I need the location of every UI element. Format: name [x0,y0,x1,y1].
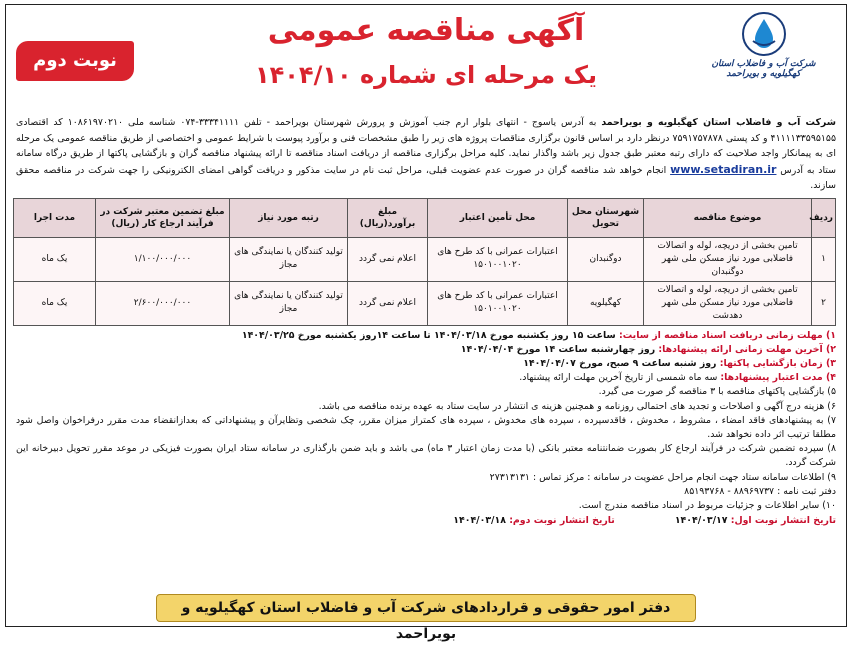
list-item: ۸) سپرده تضمین شرکت در فرآیند ارجاع کار بصورت ضمانتنامه معتبر بانکی (با مدت زمان اعتبار ۳ ماه) می باشد و باید ضمن بارگذاری در سامانه ستاد ایران بصورت فیزیکی در موعد مقرر تحویل دبیرخانه این شرکت گردد. [16,443,836,469]
intro-text-2: انجام خواهد شد مناقصه گران در صورت عدم عضویت قبلی، مراحل ثبت نام در سایت مذکور و دریافت گواهی امضای الکترونیکی را جهت شرکت در مناقصه محقق سازند. [16,164,836,191]
cell-row: ۲ [812,281,836,325]
tender-table [13,198,836,326]
list-item: ۴) مدت اعتبار پیشنهادها: سه ماه شمسی از تاریخ آخرین مهلت ارائه پیشنهاد. [519,372,836,384]
setad-link[interactable]: www.setadiran.ir [670,162,777,176]
publish-dates [16,513,836,528]
intro-paragraph [16,115,836,194]
cell-grade: تولید کنندگان یا نمایندگی های مجاز [230,281,348,325]
cell-fund: اعتبارات عمرانی با کد طرح های ۱۵۰۱۰۰۱۰۲۰ [428,237,568,281]
col-guarantee: مبلغ تضمین معتبر شرکت در فرآیند ارجاع کار (ریال) [96,198,230,237]
col-grade: رتبه مورد نیاز [230,198,348,237]
table-row [14,237,836,281]
list-item: ۳) زمان بازگشایی پاکتها: روز شنبه ساعت ۹ صبح، مورخ ۱۴۰۴/۰۴/۰۷ [523,357,836,369]
cell-estimate: اعلام نمی گردد [348,237,428,281]
page-title: آگهی مناقصه عمومی [267,13,585,48]
col-fund: محل تأمین اعتبار [428,198,568,237]
list-item: ۷) به پیشنهادهای فاقد امضاء ، مشروط ، مخدوش ، فاقدسپرده ، سپرده های مخدوش ، سپرده های کمتراز میزان مقرر، چک شخصی وتظایرآن و پیشنهاداتی که بعدازانقضاء مدت مقرر درفراخوان واصل شود مطلقا ترتیب اثر داده نخواهد شد. [16,414,836,440]
intro-text-1: به آدرس یاسوج - انتهای بلوار ارم جنب آموزش و پرورش شهرستان بویراحمد - تلفن ۳۳۳۴۱۱۱۱-۰۷۴ شناسه ملی ۱۰۸۶۱۹۷۰۲۱۰ کد اقتصادی ۴۱۱۱۱۳۳۵۹۵۱۵۵ و کد پستی ۷۵۹۱۷۵۷۸۷۸ درنظر دارد بر اساس قانون برگزاری مناقصات پروژه های زیر را طبق مشخصات فنی و برآورد پیوست با شرایط عمومی و اختصاصی از طریق مناقصه عمومی یک مرحله ای به پیمانکار واجد صلاحیت که دارای رتبه معتبر طبق جدول زیر باشد واگذار نماید. کلیه مراحل برگزاری مناقصه از دریافت اسناد مناقصه تا ارائه پیشنهاد مناقصه گران و بازگشایی پاکتها از طریق درگاه سامانه ستاد به آدرس [16,117,836,176]
list-item: ۶) هزینه درج آگهی و اصلاحات و تجدید های احتمالی روزنامه و همچنین هزینه ی انتشار در سایت ستاد به عهده برنده مناقصه می باشد. [318,400,836,412]
cell-duration: یک ماه [14,237,96,281]
col-city: شهرستان محل تحویل [568,198,644,237]
list-item: ۱) مهلت زمانی دریافت اسناد مناقصه از سایت: ساعت ۱۵ روز یکشنبه مورخ ۱۴۰۴/۰۳/۱۸ تا ساعت ۱۴روز یکشنبه مورخ ۱۴۰۴/۰۳/۲۵ [241,329,836,341]
col-row: ردیف [812,198,836,237]
second-publish-date: تاریخ انتشار نوبت دوم: ۱۴۰۴/۰۳/۱۸ [453,515,615,527]
cell-guarantee: ۱/۱۰۰/۰۰۰/۰۰۰ [96,237,230,281]
list-item: ۹) اطلاعات سامانه ستاد جهت انجام مراحل عضویت در سامانه : مرکز تماس : ۲۷۳۱۳۱۳۱ [489,471,836,483]
cell-guarantee: ۲/۶۰۰/۰۰۰/۰۰۰ [96,281,230,325]
first-publish-date: تاریخ انتشار نوبت اول: ۱۴۰۴/۰۳/۱۷ [674,515,836,527]
cell-grade: تولید کنندگان یا نمایندگی های مجاز [230,237,348,281]
cell-subject: تامین بخشی از دریچه، لوله و اتصالات فاضلابی مورد نیاز مسکن ملی شهر دوگنبدان [644,237,812,281]
list-item: دفتر ثبت نامه : ۸۸۹۶۹۷۳۷ - ۸۵۱۹۳۷۶۸ [684,485,836,497]
cell-estimate: اعلام نمی گردد [348,281,428,325]
notice-header [6,5,846,115]
col-duration: مدت اجرا [14,198,96,237]
round-badge: نوبت دوم [16,41,134,81]
footer-banner: دفتر امور حقوقی و قراردادهای شرکت آب و فاضلاب استان کهگیلویه و بویراحمد [156,594,696,622]
cell-city: دوگنبدان [568,237,644,281]
col-subject: موضوع مناقصه [644,198,812,237]
tender-notice [5,4,847,642]
table-row [14,281,836,325]
cell-subject: تامین بخشی از دریچه، لوله و اتصالات فاضلابی مورد نیاز مسکن ملی شهر دهدشت [644,281,812,325]
col-estimate: مبلغ برآورد(ریال) [348,198,428,237]
list-item: ۲) آخرین مهلت زمانی ارائه پیشنهادها: روز چهارشنبه ساعت ۱۴ مورخ ۱۴۰۴/۰۴/۰۴ [460,343,836,355]
cell-city: کهگیلویه [568,281,644,325]
list-item: ۵) بازگشایی پاکتهای مناقصه با ۳ مناقصه گر صورت می گیرد. [598,386,836,398]
cell-row: ۱ [812,237,836,281]
company-name: شرکت آب و فاضلاب استان کهگیلویه و بویراحمد [601,117,836,128]
cell-duration: یک ماه [14,281,96,325]
cell-fund: اعتبارات عمرانی با کد طرح های ۱۵۰۱۰۰۱۰۲۰ [428,281,568,325]
conditions-list [16,329,836,529]
logo-company-name: شرکت آب و فاضلاب استان کهگیلویه و بویراحمد [711,59,816,79]
list-item: ۱۰) سایر اطلاعات و جزئیات مربوط در اسناد مناقصه مندرج است. [578,499,836,511]
table-header-row [14,198,836,237]
tender-number: یک مرحله ای شماره ۱۴۰۴/۱۰ [254,61,597,89]
